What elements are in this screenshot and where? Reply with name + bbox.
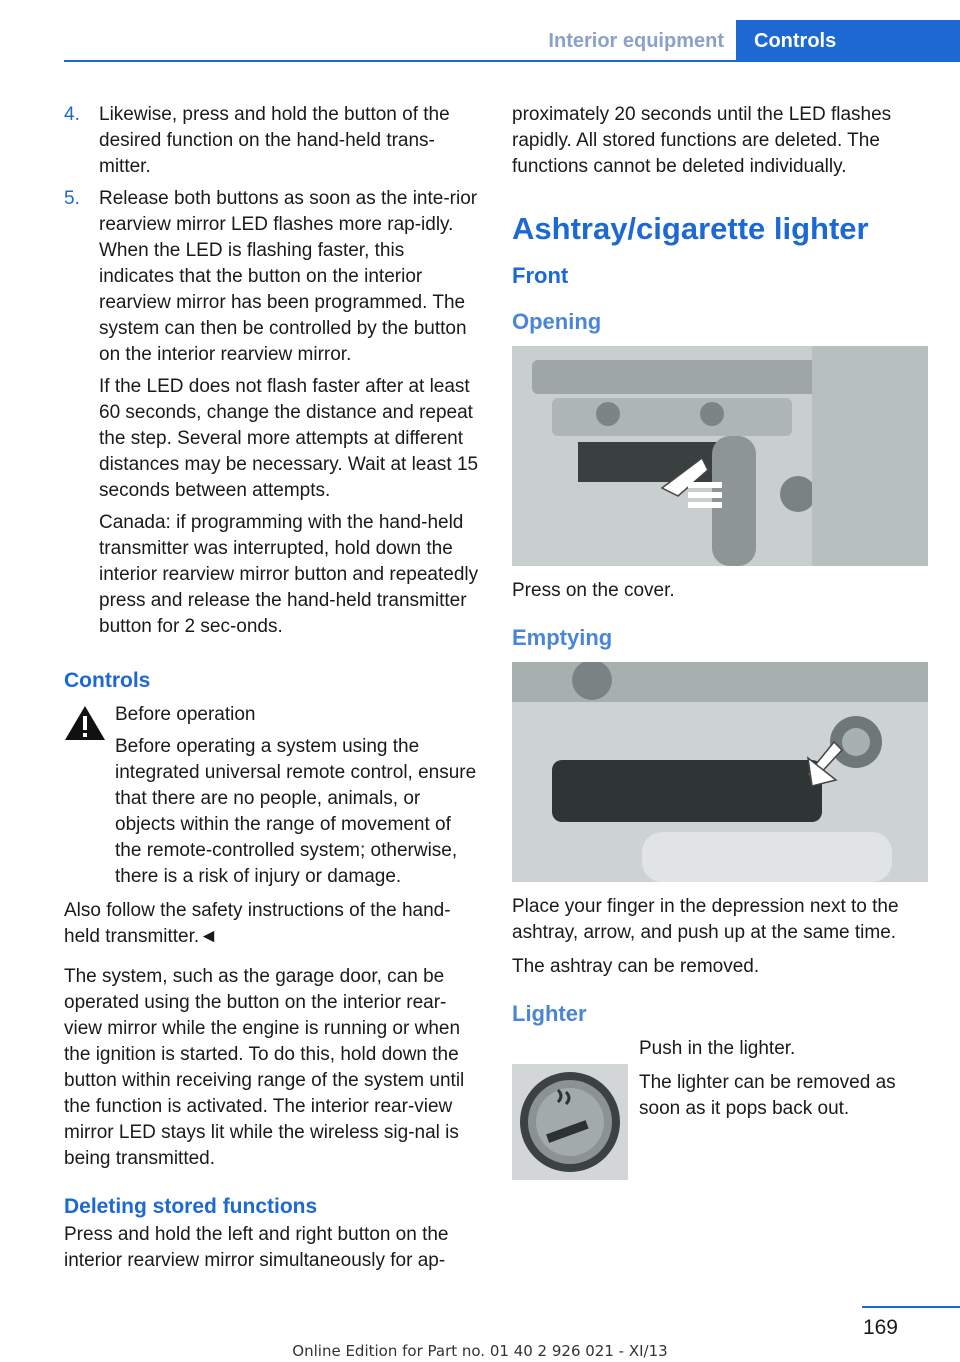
step-4 <box>64 102 482 180</box>
lighter-section <box>512 1036 932 1156</box>
front-heading: Front <box>512 263 569 288</box>
lighter-heading: Lighter <box>512 1001 587 1026</box>
header-tab-controls: Controls <box>736 20 960 62</box>
deleting-continuation: proximately 20 seconds until the LED flashes rapidly. All stored functions are deleted. The functions cannot be deleted individually. <box>512 104 892 177</box>
deleting-heading: Deleting stored functions <box>64 1195 318 1218</box>
left-column <box>64 102 482 1274</box>
controls-heading: Controls <box>64 669 151 692</box>
warning-text <box>64 734 482 890</box>
deleting-paragraph: Press and hold the left and right button on the interior rearview mirror simultaneously for ap- <box>64 1224 449 1271</box>
step-number: 4. <box>64 104 80 125</box>
step-text: Likewise, press and hold the button of the desired function on the hand-held trans-mitter. <box>99 104 450 177</box>
header-section-label: Interior equipment <box>548 30 724 52</box>
page-header <box>0 0 960 62</box>
header-rule <box>64 60 960 62</box>
step-text: Release both buttons as soon as the inte-rior rearview mirror LED flashes more rap-idly. When the LED is flashing faster, this indicates that the button on the interior rearview mirror has been programmed. The system can then be controlled by the button on the interior rearview mirror. <box>99 188 478 365</box>
footer-rule <box>862 1306 960 1308</box>
step-5 <box>64 186 482 368</box>
warning-triangle-icon <box>64 704 106 742</box>
lighter-paragraph-2: The lighter can be removed as soon as it pops back out. <box>639 1072 896 1119</box>
controls-paragraph: The system, such as the garage door, can be operated using the button on the interior rear-view mirror while the engine is running or when the ignition is started. To do this, hold down the button within receiving range of the system until the function is activated. The interior rear-view mirror LED stays lit while the wireless sig-nal is being transmitted. <box>64 966 465 1169</box>
right-column <box>512 102 932 1156</box>
step-5-note-led: If the LED does not flash faster after at least 60 seconds, change the distance and repeat the step. Several more attempts at different distances may be necessary. Wait at least 15 seconds between attempts. <box>99 376 479 501</box>
ashtray-emptying-image <box>512 662 928 882</box>
console-opening-image <box>512 346 928 566</box>
opening-heading: Opening <box>512 309 602 334</box>
warning-block <box>64 702 482 890</box>
lighter-text <box>639 1036 929 1122</box>
page-number: 169 <box>862 1316 898 1339</box>
emptying-heading: Emptying <box>512 625 613 650</box>
edition-line: Online Edition for Part no. 01 40 2 926 021 - XI/13 <box>292 1342 668 1360</box>
step-number: 5. <box>64 188 80 209</box>
step-5-note-canada: Canada: if programming with the hand-held transmitter was interrupted, hold down the interior rearview mirror button and repeatedly press and release the hand-held transmitter button for 2 sec-onds. <box>99 512 479 637</box>
warning-title: Before operation <box>115 704 256 725</box>
warning-follow-text: Also follow the safety instructions of the hand-held transmitter.◄ <box>64 900 451 947</box>
ashtray-heading: Ashtray/cigarette lighter <box>512 211 869 246</box>
emptying-paragraph-2: The ashtray can be removed. <box>512 956 760 977</box>
lighter-illustration <box>512 1064 628 1180</box>
page-footer <box>0 1300 960 1362</box>
cigarette-lighter-icon <box>512 1064 628 1180</box>
lighter-paragraph-1: Push in the lighter. <box>639 1038 796 1059</box>
opening-caption: Press on the cover. <box>512 580 675 601</box>
emptying-illustration <box>512 662 928 882</box>
emptying-paragraph-1: Place your finger in the depression next to the ashtray, arrow, and push up at the same time. <box>512 896 899 943</box>
opening-illustration <box>512 346 928 566</box>
warning-text-content: Before operating a system using the integrated universal remote control, ensure that there are no people, animals, or objects within the range of movement of the remote-controlled system; otherwise, there is a risk of injury or damage. <box>115 736 477 887</box>
